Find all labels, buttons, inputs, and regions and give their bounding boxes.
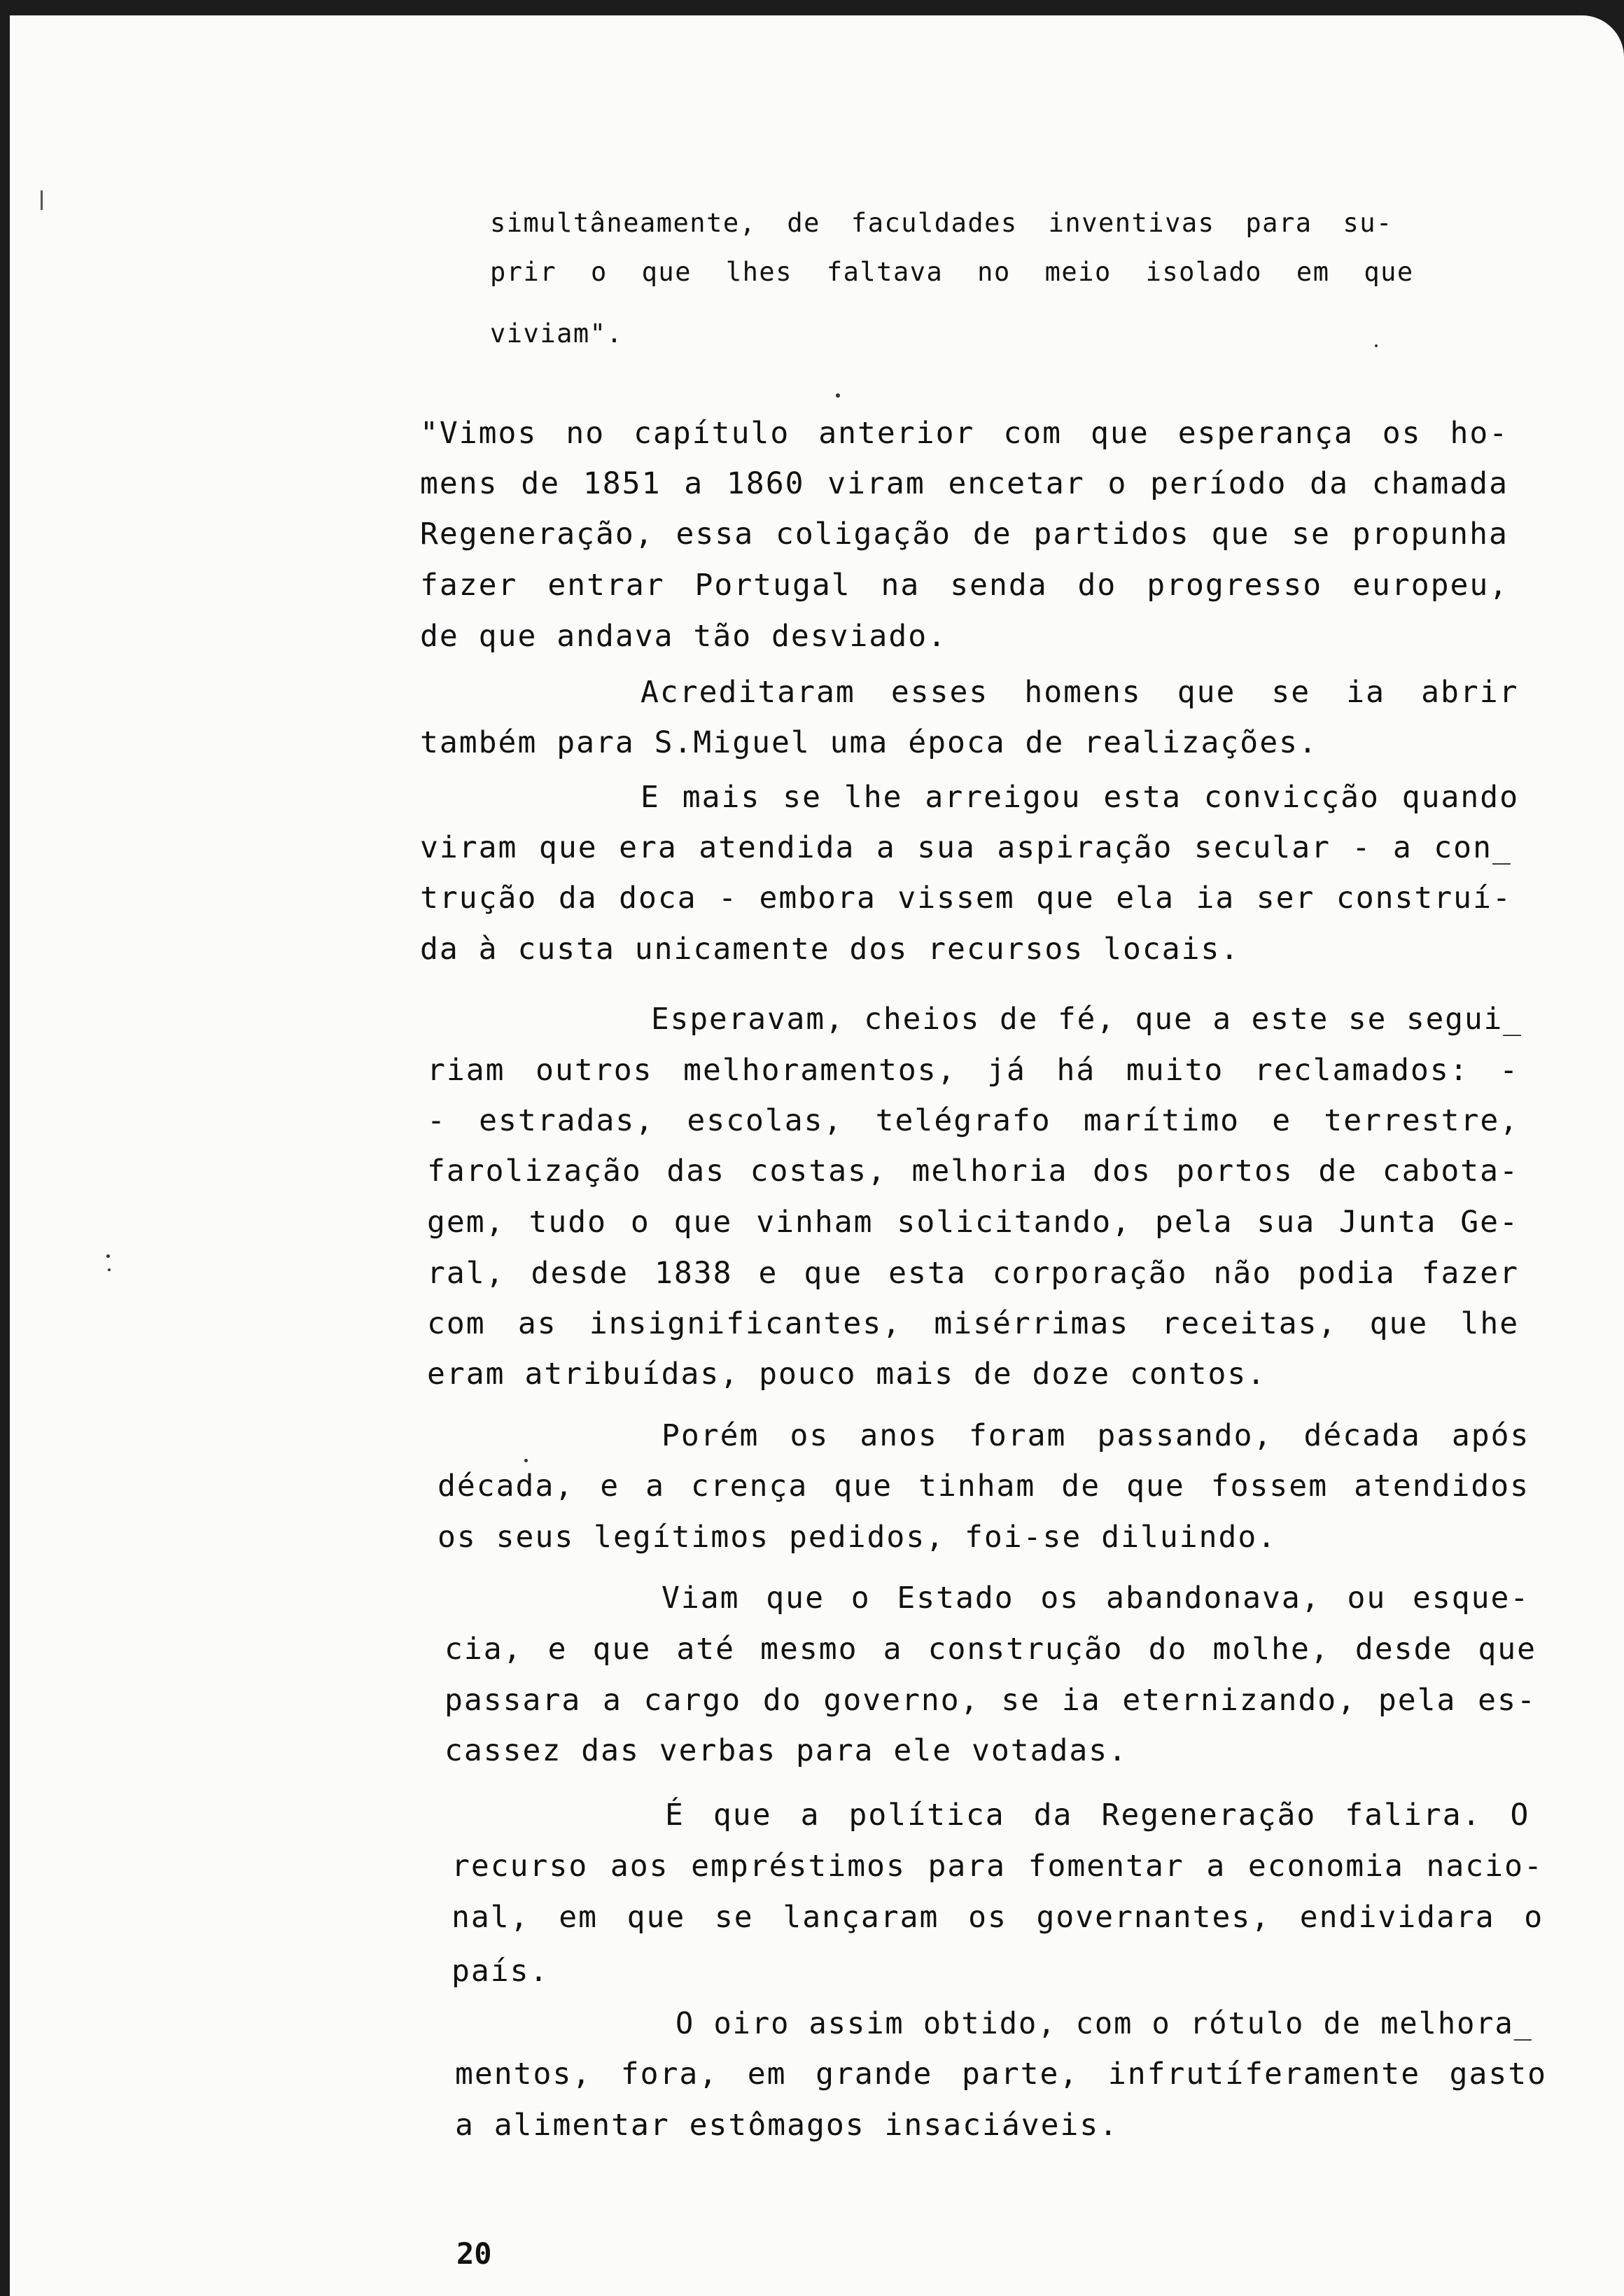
text-line: E mais se lhe arreigou esta convicção quando xyxy=(640,780,1520,815)
text-line: Esperavam, cheios de fé, que a este se segui_ xyxy=(651,1002,1522,1037)
edge-mark xyxy=(41,190,43,210)
text-line: nal, em que se lançaram os governantes, endividara o xyxy=(451,1900,1544,1935)
text-line: também para S.Miguel uma época de realizações. xyxy=(420,725,1318,760)
text-line: Regeneração, essa coligação de partidos que se propunha xyxy=(420,517,1508,552)
text-line: Viam que o Estado os abandonava, ou esque- xyxy=(662,1581,1530,1616)
text-line: O oiro assim obtido, com o rótulo de melhora_ xyxy=(676,2006,1533,2041)
text-line: farolização das costas, melhoria dos portos de cabota- xyxy=(427,1154,1519,1189)
text-line: país. xyxy=(451,1954,550,1989)
ink-speck xyxy=(524,1459,528,1462)
text-line: cassez das verbas para ele votadas. xyxy=(444,1733,1128,1768)
text-line: recurso aos empréstimos para fomentar a economia nacio- xyxy=(451,1849,1544,1884)
text-line: com as insignificantes, misérrimas receitas, que lhe xyxy=(427,1306,1520,1341)
text-line: mens de 1851 a 1860 viram encetar o período da chamada xyxy=(420,466,1508,501)
text-line: gem, tudo o que vinham solicitando, pela sua Junta Ge- xyxy=(427,1205,1519,1240)
text-line: a alimentar estômagos insaciáveis. xyxy=(455,2108,1119,2143)
text-line: Acreditaram esses homens que se ia abrir xyxy=(640,675,1519,710)
page-number: 20 xyxy=(456,2236,492,2271)
text-line: "Vimos no capítulo anterior com que esperança os ho- xyxy=(420,416,1509,451)
text-line: eram atribuídas, pouco mais de doze contos. xyxy=(427,1357,1267,1392)
text-line: simultâneamente, de faculdades inventivas para su- xyxy=(490,208,1393,238)
text-line: passara a cargo do governo, se ia eternizando, pela es- xyxy=(444,1683,1536,1718)
text-line: cia, e que até mesmo a construção do molhe, desde que xyxy=(444,1632,1537,1667)
ink-speck xyxy=(836,393,840,398)
ink-speck xyxy=(106,1254,110,1258)
text-line: riam outros melhoramentos, já há muito reclamados: - xyxy=(427,1053,1520,1088)
text-line: prir o que lhes faltava no meio isolado em que xyxy=(490,257,1414,287)
text-line: viviam". xyxy=(490,318,624,349)
ink-speck xyxy=(108,1268,111,1271)
text-line: mentos, fora, em grande parte, infrutíferamente gasto xyxy=(455,2057,1548,2092)
text-line: fazer entrar Portugal na senda do progresso europeu, xyxy=(420,568,1509,603)
text-line: de que andava tão desviado. xyxy=(420,619,947,654)
text-line: os seus legítimos pedidos, foi-se diluindo. xyxy=(438,1520,1278,1555)
ink-speck xyxy=(1375,344,1378,347)
text-line: É que a política da Regeneração falira. O xyxy=(665,1798,1530,1833)
text-line: década, e a crença que tinham de que fossem atendidos xyxy=(438,1469,1530,1504)
text-line: trução da doca - embora vissem que ela ia ser construí- xyxy=(420,881,1512,916)
text-line: ral, desde 1838 e que esta corporação não podia fazer xyxy=(427,1256,1520,1291)
text-line: - estradas, escolas, telégrafo marítimo e terrestre, xyxy=(427,1103,1520,1138)
text-line: viram que era atendida a sua aspiração secular - a con_ xyxy=(420,830,1512,865)
text-line: Porém os anos foram passando, década após xyxy=(662,1418,1530,1453)
text-line: da à custa unicamente dos recursos locais. xyxy=(420,932,1240,967)
